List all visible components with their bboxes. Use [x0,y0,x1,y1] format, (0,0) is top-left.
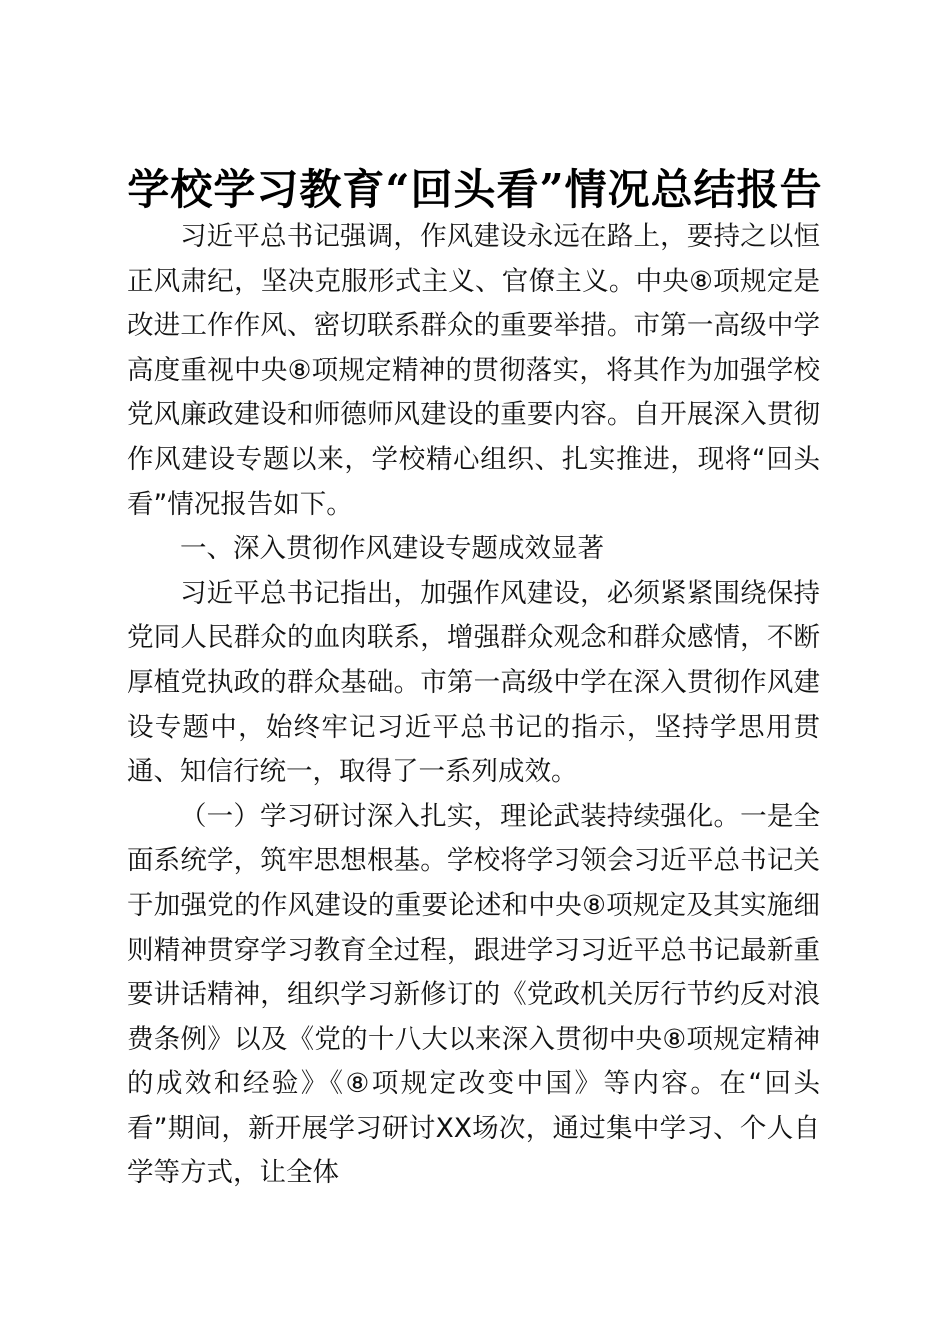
paragraph-intro: 习近平总书记强调，作风建设永远在路上，要持之以恒正风肃纪，坚决克服形式主义、官僚主义。中央⑧项规定是改进工作作风、密切联系群众的重要举措。市第一高级中学高度重视中央⑧项规定精神的贯彻落实，将其作为加强学校党风廉政建设和师德师风建设的重要内容。自开展深入贯彻作风建设专题以来，学校精心组织、扎实推进，现将“回头看”情况报告如下。 [127,221,820,520]
section-heading-1: 一、深入贯彻作风建设专题成效显著 [180,533,604,565]
paragraph-section-1: 习近平总书记指出，加强作风建设，必须紧紧围绕保持党同人民群众的血肉联系，增强群众观念和群众感情，不断厚植党执政的群众基础。市第一高级中学在深入贯彻作风建设专题中，始终牢记习近平总书记的指示，坚持学思用贯通、知信行统一，取得了一系列成效。 [127,577,820,788]
document-body [127,215,820,1196]
paragraph-subsection-1: （一）学习研讨深入扎实，理论武装持续强化。一是全面系统学，筑牢思想根基。学校将学习领会习近平总书记关于加强党的作风建设的重要论述和中央⑧项规定及其实施细则精神贯穿学习教育全过程，跟进学习习近平总书记最新重要讲话精神，组织学习新修订的《党政机关厉行节约反对浪费条例》以及《党的十八大以来深入贯彻中央⑧项规定精神的成效和经验》《⑧项规定改变中国》等内容。在“回头看”期间，新开展学习研讨XX场次，通过集中学习、个人自学等方式，让全体 [127,800,820,1189]
document-title: 学校学习教育“回头看”情况总结报告 [127,165,823,214]
